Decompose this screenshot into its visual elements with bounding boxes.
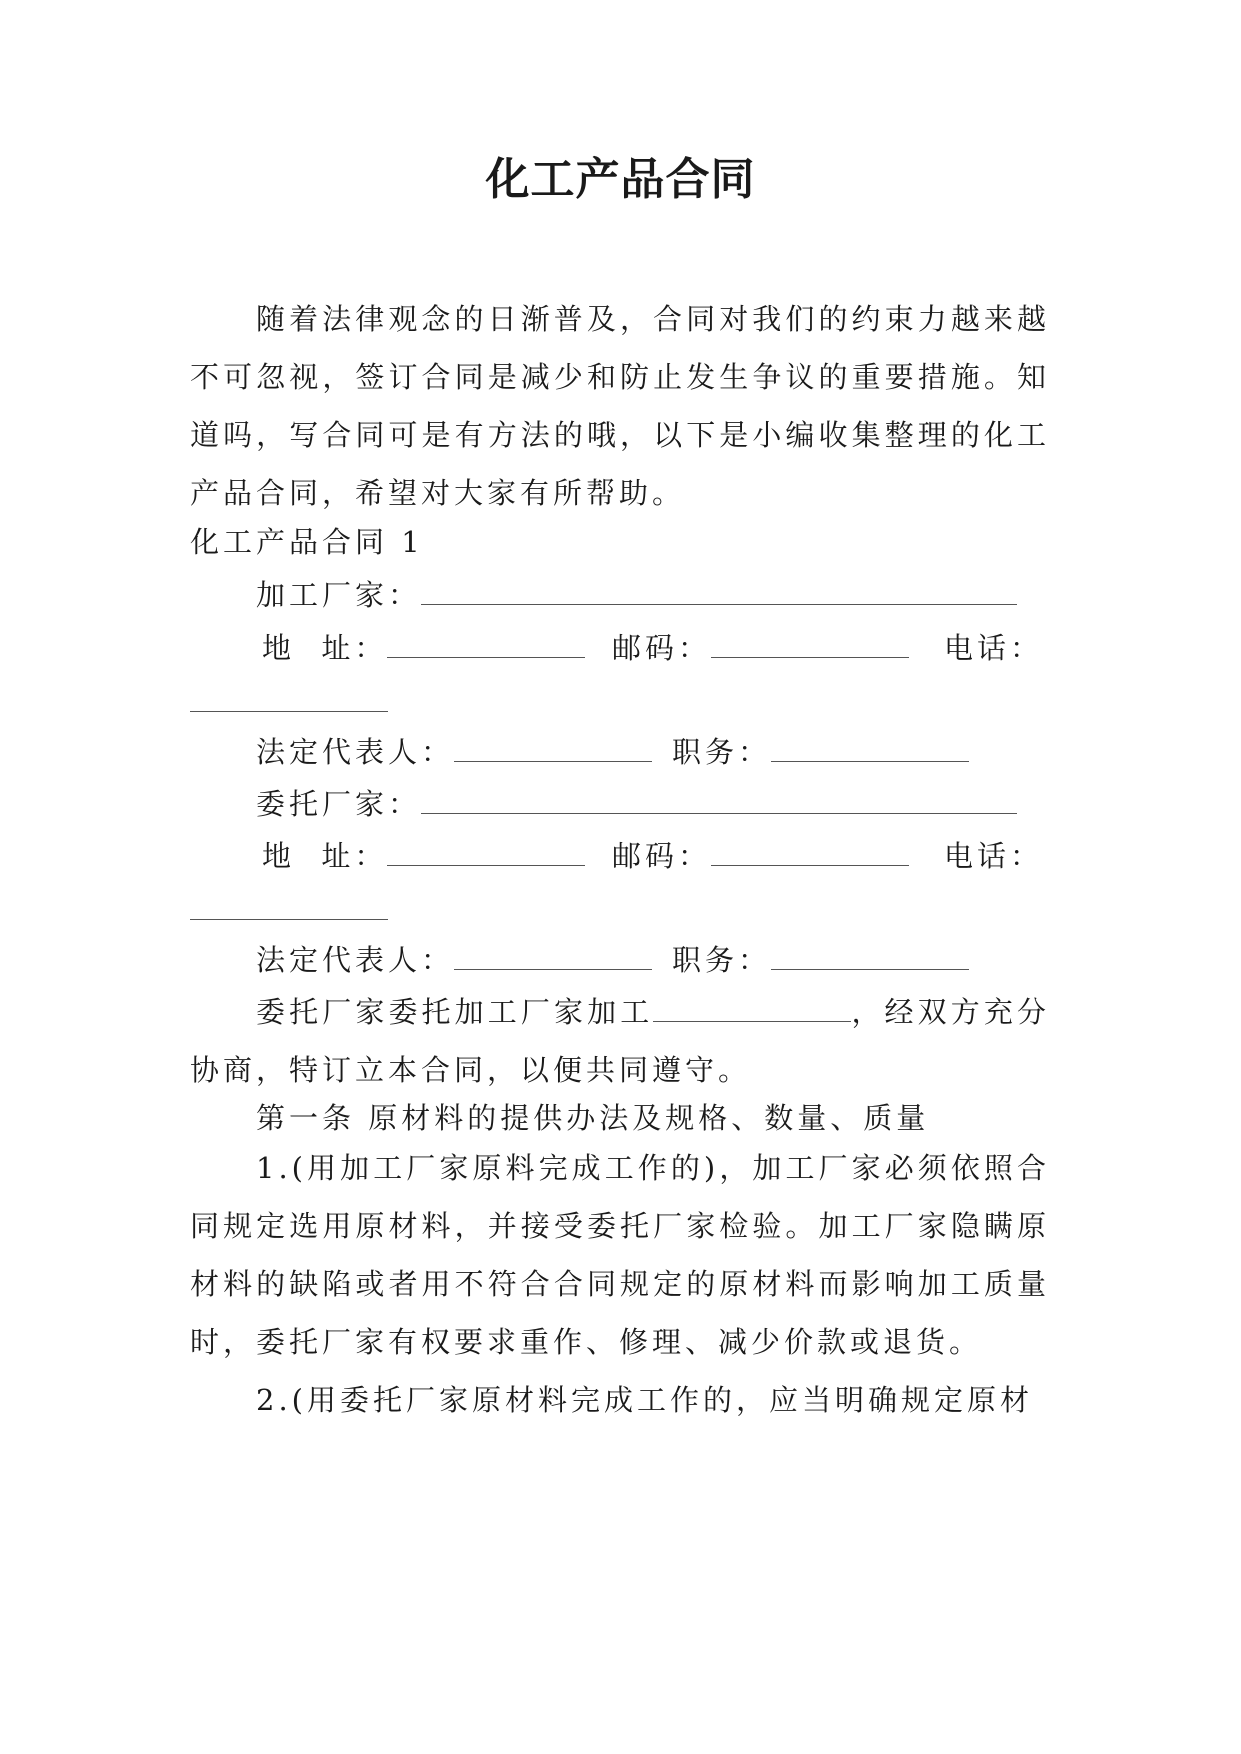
article1-item1: 1.(用加工厂家原料完成工作的)，加工厂家必须依照合同规定选用原材料，并接受委托厂家检验。加工厂家隐瞒原材料的缺陷或者用不符合合同规定的原材料而影响加工质量时，委托厂家有权要求重作、修理、减少价款或退货。 bbox=[190, 1151, 1050, 1359]
processor-phone-row bbox=[944, 628, 1043, 668]
legal-rep-blank[interactable] bbox=[454, 737, 652, 762]
processor-row bbox=[256, 575, 1017, 615]
client-position-row bbox=[672, 940, 969, 980]
product-blank[interactable] bbox=[653, 997, 851, 1022]
client-phone-row bbox=[944, 836, 1043, 876]
phone-label: 电话： bbox=[944, 631, 1044, 665]
document-title: 化工产品合同 bbox=[485, 154, 756, 205]
article1-heading: 第一条 原材料的提供办法及规格、数量、质量 bbox=[256, 1101, 930, 1135]
postcode-blank[interactable] bbox=[711, 841, 909, 866]
processor-blank[interactable] bbox=[421, 580, 1017, 605]
phone-label: 电话： bbox=[944, 839, 1044, 873]
client-legal-rep-row bbox=[256, 940, 652, 980]
postcode-label: 邮码： bbox=[612, 631, 712, 665]
address-blank[interactable] bbox=[387, 841, 585, 866]
processor-address-row bbox=[262, 628, 585, 668]
phone-blank[interactable] bbox=[190, 687, 388, 712]
client-postcode-row bbox=[612, 836, 909, 876]
processor-position-row bbox=[672, 732, 969, 772]
position-label: 职务： bbox=[672, 735, 772, 769]
section-heading: 化工产品合同 1 bbox=[190, 525, 424, 559]
client-label: 委托厂家： bbox=[256, 787, 422, 821]
address-blank[interactable] bbox=[387, 633, 585, 658]
client-row bbox=[256, 784, 1017, 824]
legal-rep-label: 法定代表人： bbox=[256, 943, 455, 977]
client-blank[interactable] bbox=[421, 789, 1017, 814]
agreement-suffix: ，经双方充分协商，特订立本合同，以便共同遵守。 bbox=[190, 995, 1050, 1087]
processor-legal-rep-row bbox=[256, 732, 652, 772]
address-label: 地 址： bbox=[262, 839, 388, 873]
processor-label: 加工厂家： bbox=[256, 578, 422, 612]
position-blank[interactable] bbox=[771, 737, 969, 762]
legal-rep-blank[interactable] bbox=[454, 945, 652, 970]
legal-rep-label: 法定代表人： bbox=[256, 735, 455, 769]
intro-paragraph: 随着法律观念的日渐普及，合同对我们的约束力越来越不可忽视，签订合同是减少和防止发生争议的重要措施。知道吗，写合同可是有方法的哦，以下是小编收集整理的化工产品合同，希望对大家有所帮助。 bbox=[190, 302, 1050, 510]
agreement-paragraph bbox=[190, 983, 1050, 1099]
postcode-label: 邮码： bbox=[612, 839, 712, 873]
position-label: 职务： bbox=[672, 943, 772, 977]
position-blank[interactable] bbox=[771, 945, 969, 970]
article1-item2: 2.(用委托厂家原材料完成工作的，应当明确规定原材 bbox=[256, 1383, 1033, 1417]
address-label: 地 址： bbox=[262, 631, 388, 665]
client-address-row bbox=[262, 836, 585, 876]
phone-blank[interactable] bbox=[190, 895, 388, 920]
processor-postcode-row bbox=[612, 628, 909, 668]
agreement-prefix: 委托厂家委托加工厂家加工 bbox=[256, 995, 654, 1029]
postcode-blank[interactable] bbox=[711, 633, 909, 658]
client-phone-blank-row bbox=[190, 890, 388, 930]
processor-phone-blank-row bbox=[190, 682, 388, 722]
